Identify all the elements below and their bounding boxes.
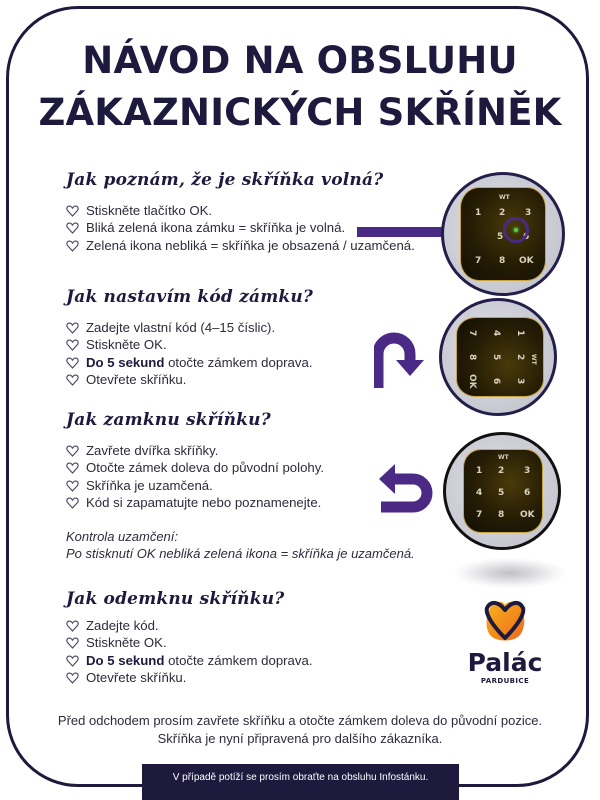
rotate-left-arrow-icon <box>375 458 435 518</box>
lock-image-3: WT 1 2 3 4 5 6 7 8 OK <box>443 432 561 550</box>
step-text: Otevřete skříňku. <box>86 372 187 388</box>
section-lock <box>66 410 415 562</box>
list-item <box>66 202 415 219</box>
note-heading: Kontrola uzamčení: <box>66 528 179 544</box>
lock-check-note <box>66 528 415 562</box>
step-text: otočte zámkem doprava. <box>164 652 313 668</box>
step-text: Otevřete skříňku. <box>86 670 187 686</box>
list-item <box>66 459 415 476</box>
list-item <box>66 354 313 371</box>
step-text: Stiskněte OK. <box>86 635 167 651</box>
step-text: Stiskněte OK. <box>86 337 167 353</box>
list-item <box>66 494 415 511</box>
heart-icon <box>66 637 79 649</box>
step-text: Otočte zámek doleva do původní polohy. <box>86 460 325 476</box>
rotate-right-arrow-icon <box>374 332 434 390</box>
heart-icon <box>66 672 79 684</box>
list-item <box>66 336 313 353</box>
heart-icon <box>66 222 79 234</box>
section-title: Jak poznám, že je skříňka volná? <box>66 170 384 190</box>
list-item <box>66 634 313 651</box>
lock-shadow <box>455 558 565 588</box>
list-item <box>66 319 313 336</box>
section-set-code <box>66 287 313 389</box>
heart-icon <box>66 480 79 492</box>
section-title: Jak odemknu skříňku? <box>66 589 285 609</box>
step-text: Skříňka je uzamčená. <box>86 477 213 493</box>
logo-name: Palác <box>467 648 543 677</box>
heart-icon <box>66 655 79 667</box>
heart-icon <box>66 240 79 252</box>
list-item <box>66 617 313 634</box>
heart-icon <box>66 445 79 457</box>
step-text: Bliká zelená ikona zámku = skříňka je volná. <box>86 220 346 236</box>
led-highlight-ring <box>503 217 529 243</box>
palac-logo <box>460 598 550 698</box>
list-item <box>66 652 313 669</box>
list-item <box>66 477 415 494</box>
step-bold-text: Do 5 sekund <box>86 354 165 370</box>
steps-list <box>66 617 313 687</box>
step-text: Zavřete dvířka skříňky. <box>86 443 219 458</box>
heart-icon <box>66 339 79 351</box>
list-item <box>66 442 415 459</box>
step-text: Zelená ikona nebliká = skříňka je obsazená / uzamčená. <box>86 237 415 253</box>
palac-logo-icon <box>483 598 527 644</box>
help-banner <box>142 764 459 800</box>
heart-icon <box>66 322 79 334</box>
heart-icon <box>66 497 79 509</box>
step-text: otočte zámkem doprava. <box>164 354 313 370</box>
green-led-icon <box>514 228 518 232</box>
page-title-line-1: NÁVOD NA OBSLUHU <box>82 39 518 82</box>
heart-icon <box>66 357 79 369</box>
logo-subtitle: PARDUBICE <box>480 677 530 685</box>
section-title: Jak nastavím kód zámku? <box>66 287 314 307</box>
step-bold-text: Do 5 sekund <box>86 652 165 668</box>
section-title: Jak zamknu skříňku? <box>66 410 271 430</box>
heart-icon <box>66 620 79 632</box>
help-text: V případě potíží se prosím obraťte na obsluhu Infostánku. <box>172 772 429 783</box>
note-text: Po stisknutí OK nebliká zelená ikona = skříňka je uzamčená. <box>66 545 415 561</box>
lock-image-1: WT 1 2 3 5 6 7 8 OK <box>441 172 565 296</box>
steps-list <box>66 442 415 512</box>
step-text: Stiskněte tlačítko OK. <box>86 203 213 218</box>
footer-line-1: Před odchodem prosím zavřete skříňku a otočte zámkem doleva do původní pozice. <box>57 713 543 728</box>
footer-line-2: Skříňka je nyní připravená pro dalšího zákazníka. <box>157 731 443 746</box>
lock-image-2: WT 1 2 3 4 5 6 7 8 OK <box>439 298 557 416</box>
heart-icon <box>66 462 79 474</box>
page-title-line-2: ZÁKAZNICKÝCH SKŘÍNĚK <box>38 91 562 134</box>
heart-icon <box>66 374 79 386</box>
section-unlock <box>66 589 313 687</box>
lock-brand: WT <box>499 194 510 201</box>
steps-list <box>66 319 313 389</box>
list-item <box>66 371 313 388</box>
step-text: Zadejte vlastní kód (4–15 číslic). <box>86 320 276 335</box>
heart-icon <box>66 205 79 217</box>
step-text: Kód si zapamatujte nebo poznamenejte. <box>86 495 322 511</box>
list-item <box>66 669 313 686</box>
step-text: Zadejte kód. <box>86 618 159 633</box>
